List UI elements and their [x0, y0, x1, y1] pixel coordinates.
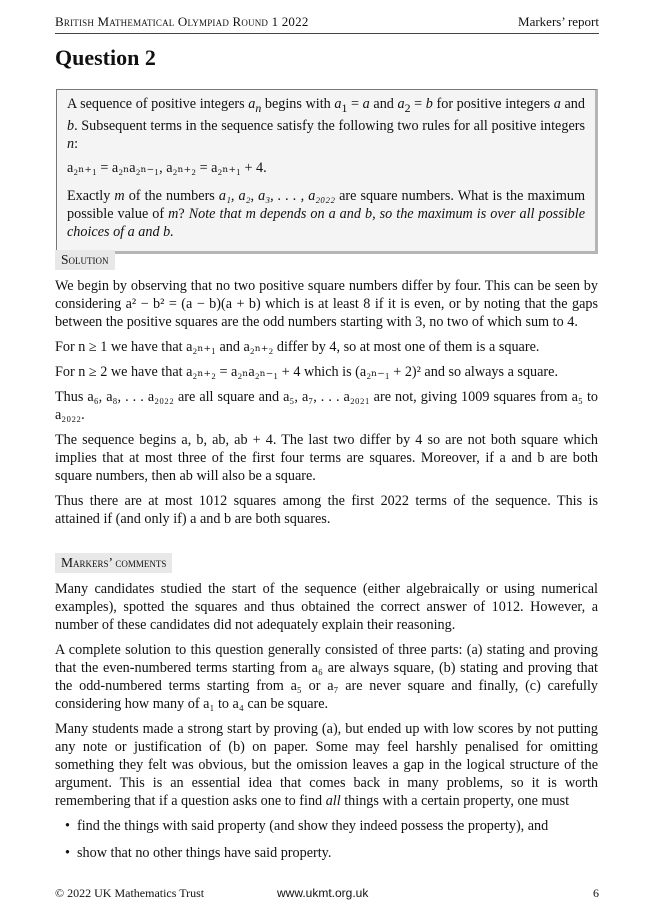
- running-header: [55, 14, 599, 34]
- markers-comments-label: Markers’ comments: [55, 553, 172, 573]
- list-item: • find the things with said property (and show they indeed possess the property), and: [77, 817, 598, 835]
- solution-paragraph: For n ≥ 1 we have that a₂ₙ₊₁ and a₂ₙ₊₂ differ by 4, so at most one of them is a square.: [55, 339, 540, 355]
- problem-paragraph-2: Exactly m of the numbers a₁, a₂, a₃, . . . , a₂₀₂₂ are square numbers. What is the maximum possible value of m? Note that m depends on a and b, so the maximum is over all possible choices of a and b.: [67, 187, 586, 240]
- solution-paragraph: The sequence begins a, b, ab, ab + 4. The last two differ by 4 so are not both square which implies that at most three of the first four terms are squares. Moreover, if a and b are both square numbers, then ab will also be a square.: [55, 432, 598, 484]
- footer-copyright: © 2022 UK Mathematics Trust: [55, 886, 205, 900]
- solution-paragraph: Thus a₆, a₈, . . . a₂₀₂₂ are all square and a₅, a₇, . . . a₂₀₂₁ are not, giving 1009 squares from a₅ to a₂₀₂₂.: [55, 389, 598, 423]
- header-title: British Mathematical Olympiad Round 1 2022: [55, 14, 309, 29]
- recurrence-equation: a₂ₙ₊₁ = a₂ₙa₂ₙ₋₁, a₂ₙ₊₂ = a₂ₙ₊₁ + 4.: [67, 159, 267, 176]
- list-item: • show that no other things have said property.: [77, 844, 598, 862]
- solution-paragraph: Thus there are at most 1012 squares among the first 2022 terms of the sequence. This is attained if (and only if) a and b are both squares.: [55, 493, 598, 527]
- page-number: 6: [593, 886, 599, 900]
- comment-paragraph: Many candidates studied the start of the sequence (either algebraically or using numerical examples), spotted the squares and thus obtained the correct answer of 1012. However, a number of these candidates did not adequately explain their reasoning.: [55, 581, 598, 633]
- problem-paragraph-1: A sequence of positive integers $a_n$ begins with $a_1 = a$ and $a_2 = b$ for positive integers a and b. Subsequent terms in the sequence satisfy the following two rules for all positive integers n:: [67, 96, 585, 152]
- solution-paragraph: For n ≥ 2 we have that a₂ₙ₊₂ = a₂ₙa₂ₙ₋₁ + 4 which is (a₂ₙ₋₁ + 2)² and so always a square.: [55, 364, 558, 380]
- problem-statement-box: [56, 89, 598, 254]
- requirements-list: [55, 817, 598, 862]
- solution-section: [55, 277, 598, 535]
- question-title: Question 2: [55, 45, 156, 70]
- comment-paragraph: A complete solution to this question generally consisted of three parts: (a) stating and proving that the even-numbered terms starting from a₆ are always square, (b) stating and proving that the odd-numbered terms starting from a₅ or a₇ are never square and finally, (c) carefully considering how many of a₁ to a₄ can be square.: [55, 642, 598, 712]
- solution-paragraph: We begin by observing that no two positive square numbers differ by four. This can be seen by considering a² − b² = (a − b)(a + b) which is at least 8 if it is even, or by noting that the gaps between the positive squares are the odd numbers starting with 3, no two of which sum to 4.: [55, 278, 598, 330]
- header-report-type: Markers’ report: [518, 14, 599, 29]
- solution-label: Solution: [55, 250, 115, 270]
- comment-paragraph: Many students made a strong start by proving (a), but ended up with low scores by not putting any note or justification of (b) on paper. Some may feel harshly penalised for omitting something they felt was obvious, but the omission leaves a gap in the logical structure of the argument. This is an essential idea that comes back in many problems, so it is worth remembering that if a question asks one to find all things with a certain property, one must: [55, 721, 598, 809]
- footer-url[interactable]: www.ukmt.org.uk: [277, 886, 369, 900]
- markers-comments-section: [55, 580, 598, 871]
